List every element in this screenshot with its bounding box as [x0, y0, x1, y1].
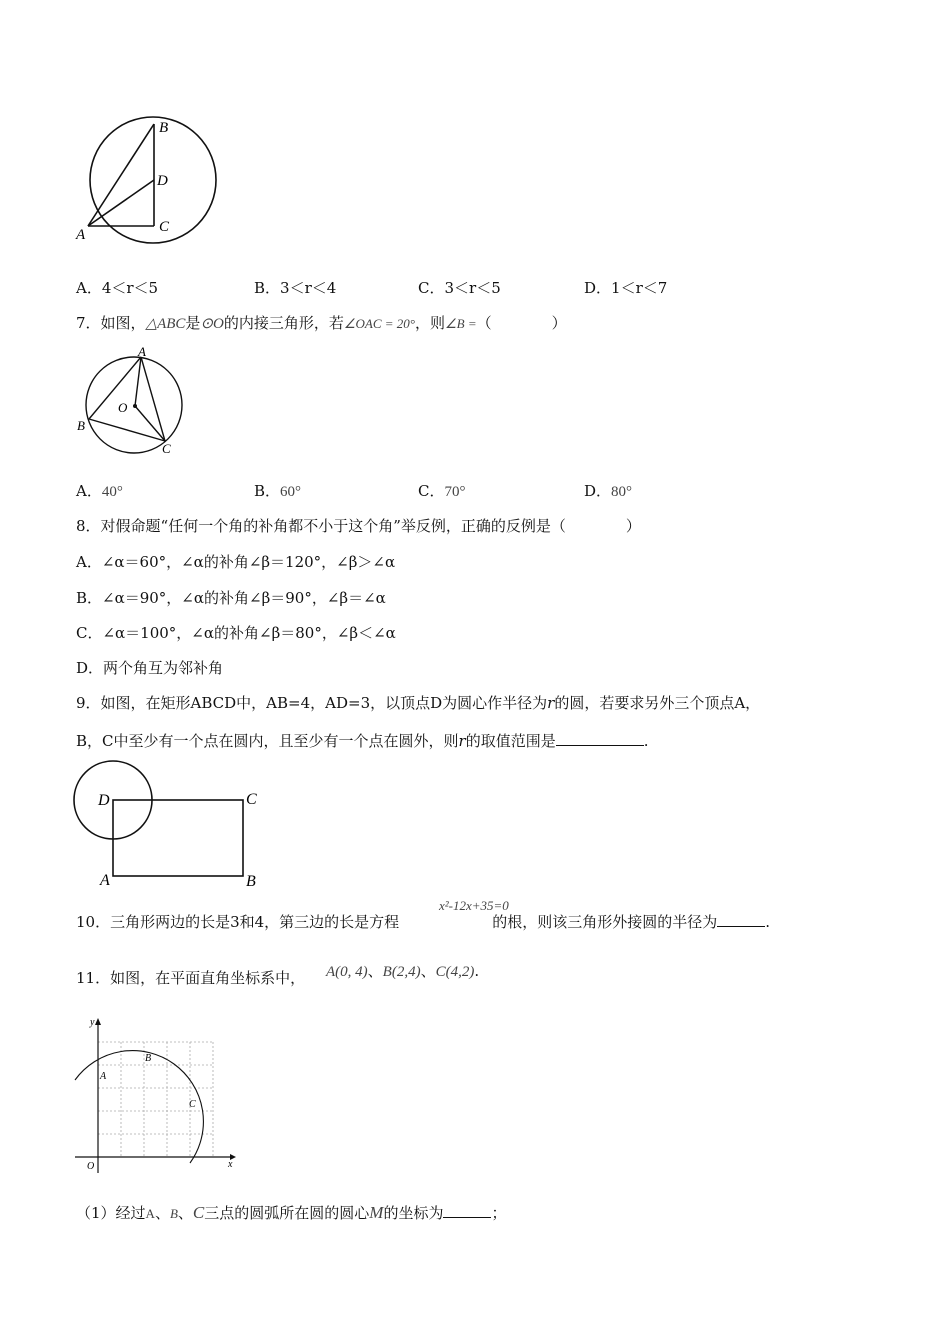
- q7-circle: ⊙O: [200, 316, 224, 332]
- answer-blank[interactable]: [443, 1203, 491, 1218]
- q11-sub1: （1）经过A、B、C三点的圆弧所在圆的圆心M的坐标为 ；: [76, 1203, 507, 1222]
- label-B: B: [145, 1053, 152, 1064]
- answer-blank[interactable]: [717, 912, 765, 927]
- label-O: O: [87, 1161, 95, 1172]
- figure-q11-coordinate-grid: [70, 1015, 245, 1175]
- q7-option-d: D．80°: [584, 482, 633, 500]
- label-B: B: [246, 873, 256, 890]
- q7-option-c: C．70°: [418, 482, 466, 500]
- q8-option-d: D．两个角互为邻补角: [76, 659, 224, 677]
- q6-option-d: D．1＜r＜7: [584, 279, 668, 297]
- answer-blank[interactable]: [556, 731, 644, 746]
- label-B: B: [159, 120, 169, 136]
- label-C: C: [189, 1099, 196, 1110]
- q8-stem: 8．对假命题“任何一个角的补角都不小于这个角”举反例，正确的反例是（ ）: [76, 517, 641, 535]
- q7-prefix: 7．如图，: [76, 314, 146, 332]
- q11-stem: 11．如图，在平面直角坐标系中，: [76, 969, 306, 987]
- label-D: D: [157, 173, 168, 189]
- q9-stem-line1: 9．如图，在矩形ABCD中，AB=4，AD=3，以顶点D为圆心作半径为r的圆，若要求另外三个顶点A，: [76, 694, 761, 712]
- label-A: A: [100, 1071, 107, 1082]
- q7-mid2: 的内接三角形，若: [223, 314, 344, 332]
- q7-triangle: △ABC: [145, 316, 186, 332]
- q7-option-b: B．60°: [254, 482, 302, 500]
- q7-mid1: 是: [185, 314, 201, 332]
- axis-label-x: x: [228, 1159, 233, 1170]
- label-A: A: [138, 344, 146, 359]
- q6-option-a: A．4＜r＜5: [76, 279, 159, 297]
- label-B: B: [77, 418, 85, 433]
- figure-q9-rectangle-circle: [70, 760, 270, 890]
- q7-ask: ∠B =: [445, 316, 477, 331]
- q6-option-b: B．3＜r＜4: [254, 279, 337, 297]
- axis-label-y: y: [90, 1017, 95, 1028]
- q7-condition: ∠OAC = 20°: [343, 316, 415, 331]
- label-D: D: [98, 792, 110, 809]
- label-A: A: [76, 227, 86, 243]
- q7-mid3: ，则: [415, 314, 446, 332]
- q7-option-a: A．40°: [76, 482, 123, 500]
- q7-stem: [76, 313, 567, 334]
- q7-answer-paren: （ ）: [476, 314, 567, 332]
- point-a: A(0, 4): [326, 964, 368, 980]
- q8-option-b: B．∠α＝90°，∠α的补角∠β＝90°，∠β＝∠α: [76, 589, 386, 607]
- q10-equation: x²-12x+35=0: [439, 898, 509, 913]
- q8-option-a: A．∠α＝60°，∠α的补角∠β＝120°，∠β＞∠α: [76, 553, 396, 571]
- label-O: O: [118, 400, 128, 415]
- q9-stem-line2: B，C中至少有一个点在圆内，且至少有一个点在圆外，则r的取值范围是 .: [76, 732, 649, 750]
- figure-q6-circle-triangle: [70, 110, 230, 250]
- label-C: C: [159, 219, 170, 235]
- q8-option-c: C．∠α＝100°，∠α的补角∠β＝80°，∠β＜∠α: [76, 624, 396, 642]
- figure-q7-inscribed-triangle: [72, 343, 192, 458]
- label-A: A: [100, 872, 110, 889]
- point-b: B(2,4): [382, 964, 421, 980]
- point-c: C(4,2): [435, 964, 475, 980]
- label-C: C: [162, 441, 171, 456]
- q11-points: A(0, 4)、B(2,4)、C(4,2).: [326, 962, 480, 980]
- q10-stem: 10．三角形两边的长是3和4，第三边的长是方程 的根，则该三角形外接圆的半径为 .: [76, 913, 770, 931]
- q6-option-c: C．3＜r＜5: [418, 279, 501, 297]
- label-C: C: [246, 791, 257, 808]
